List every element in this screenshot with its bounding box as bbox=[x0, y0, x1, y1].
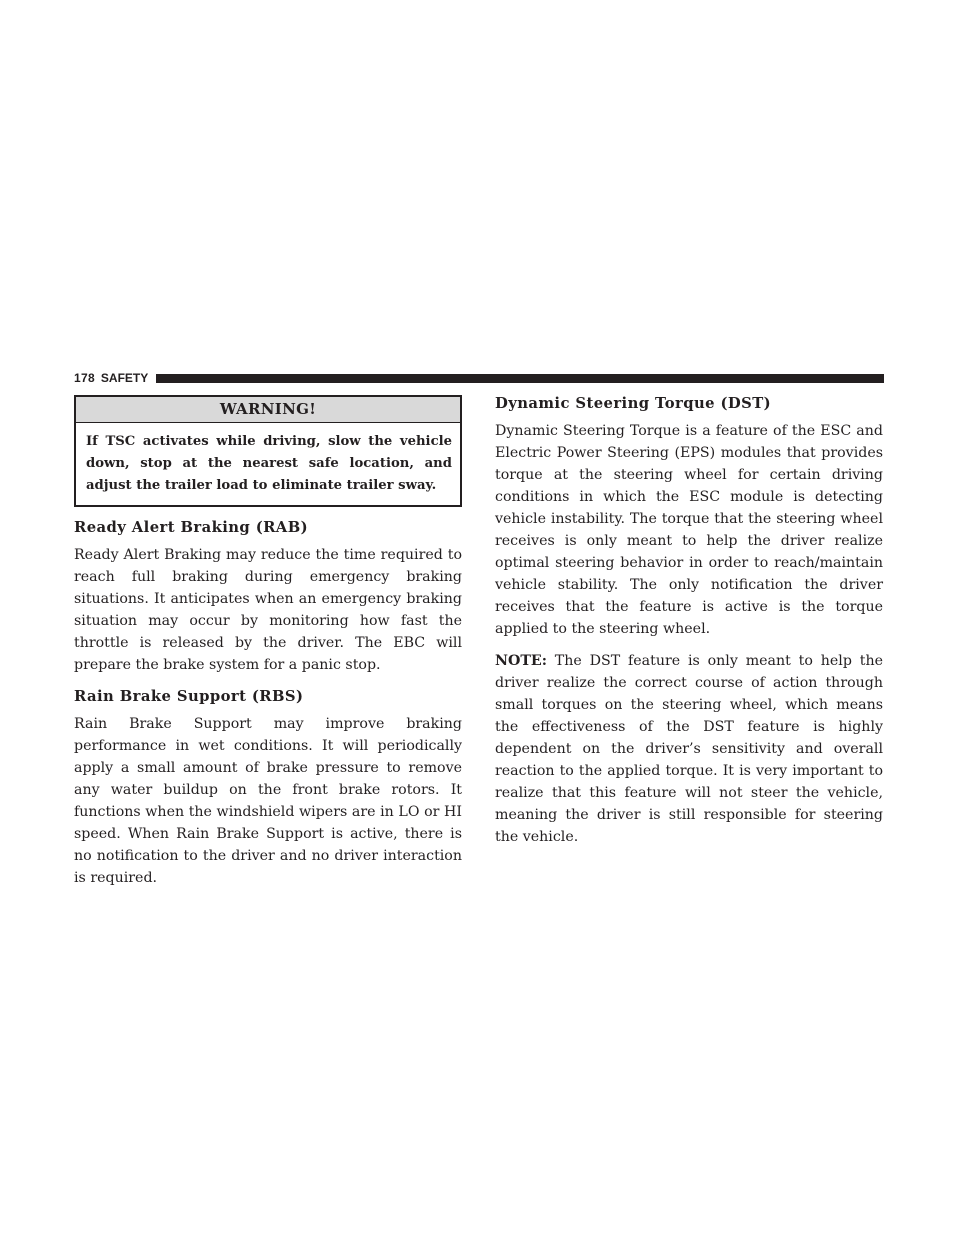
note-label: NOTE: bbox=[495, 653, 547, 669]
warning-title: WARNING! bbox=[76, 397, 460, 423]
dst-heading: Dynamic Steering Torque (DST) bbox=[495, 395, 772, 412]
page-number: 178 bbox=[74, 371, 95, 385]
warning-box bbox=[74, 395, 462, 507]
section-title: SAFETY bbox=[100, 371, 149, 385]
rbs-heading: Rain Brake Support (RBS) bbox=[74, 688, 304, 705]
right-column bbox=[495, 395, 883, 858]
rab-heading: Ready Alert Braking (RAB) bbox=[74, 519, 308, 536]
dst-note bbox=[495, 650, 883, 848]
page-header bbox=[74, 370, 884, 386]
rab-paragraph: Ready Alert Braking may reduce the time required to reach full braking during emergency braking situations. It anticipates when an emergency braking situation may occur by monitoring how fast the throttle is released by the driver. The EBC will prepare the brake system for a panic stop. bbox=[74, 547, 462, 673]
warning-text: If TSC activates while driving, slow the vehicle down, stop at the nearest safe location, and adjust the trailer load to eliminate trailer sway. bbox=[86, 434, 452, 493]
note-text: The DST feature is only meant to help the driver realize the correct course of action through small torques on the steering wheel, which means the effectiveness of the DST feature is highly dependent on the driver’s sensitivity and overall reaction to the applied torque. It is very important to realize that this feature will not steer the vehicle, meaning the driver is still responsible for steering the vehicle. bbox=[495, 653, 883, 845]
left-column bbox=[74, 395, 462, 899]
rbs-paragraph: Rain Brake Support may improve braking performance in wet conditions. It will periodically apply a small amount of brake pressure to remove any water buildup on the front brake rotors. It functions when the windshield wipers are in LO or HI speed. When Rain Brake Support is active, there is no notification to the driver and no driver interaction is required. bbox=[74, 716, 462, 886]
header-rule bbox=[156, 374, 884, 383]
dst-paragraph: Dynamic Steering Torque is a feature of the ESC and Electric Power Steering (EPS) modules that provides torque at the steering wheel for certain driving conditions in which the ESC module is detecting vehicle instability. The torque that the steering wheel receives is only meant to help the driver realize optimal steering behavior in order to reach/maintain vehicle stability. The only notification the driver receives that the feature is active is the torque applied to the steering wheel. bbox=[495, 423, 883, 637]
